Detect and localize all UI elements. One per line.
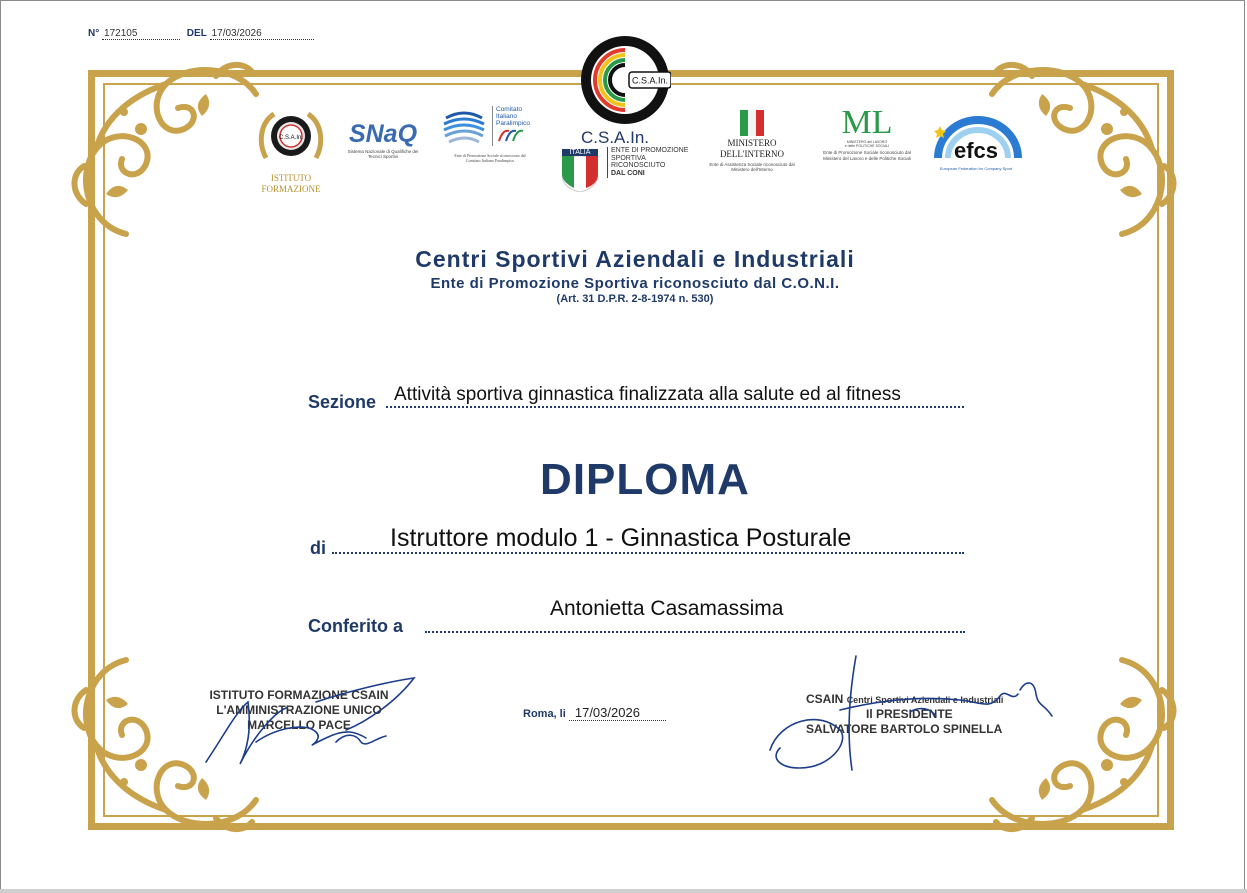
conferito-dotted-line — [425, 631, 965, 633]
diploma-title: DIPLOMA — [540, 455, 750, 504]
left-handwritten-signature — [196, 672, 426, 772]
diploma-date: 17/03/2026 — [210, 28, 314, 40]
page-shadow — [0, 889, 1247, 893]
sezione-dotted-line — [386, 406, 964, 408]
istituto-line2: FORMAZIONE — [261, 183, 321, 194]
istituto-line1: ISTITUTO — [270, 173, 312, 183]
csain-main-logo: C.S.A.In. C.S.A.In. ITALIA ENTE DI PROMOZIONE SPORTIVA RICONOSCIUTO DAL CONI — [562, 34, 692, 148]
sezione-value: Attività sportiva ginnastica finalizzata alla salute ed al fitness — [394, 384, 901, 405]
efcs-arc-icon — [928, 112, 1024, 162]
left-signature-line3: MARCELLO PACE — [247, 718, 351, 732]
left-signature-line1: ISTITUTO FORMAZIONE CSAIN — [209, 688, 389, 702]
org-law-reference: (Art. 31 D.P.R. 2-8-1974 n. 530) — [556, 293, 714, 305]
di-value: Istruttore modulo 1 - Ginnastica Posturale — [390, 524, 852, 552]
roma-label: Roma, li — [523, 708, 566, 720]
agitos-icon — [496, 127, 526, 143]
snaq-logo: SNaQ Sistema Nazionale di Qualifiche dei Tecnici Sportivi — [338, 120, 428, 160]
left-signature-line2: L'AMMINISTRAZIONE UNICO — [216, 703, 382, 717]
conferito-label: Conferito a — [308, 616, 404, 636]
ml-mark: ML — [841, 104, 893, 141]
recipient-name: Antonietta Casamassima — [550, 597, 784, 620]
italian-shield-icon — [562, 156, 598, 192]
cip-logo: Comitato Italiano Paralimpico Ente di Promozione Sociale riconosciuto dal Comitato Italiano Paralimpico — [440, 106, 540, 164]
org-title: Centri Sportivi Aziendali e Industriali — [415, 246, 855, 272]
right-signature-org-full: Centri Sportivi Aziendali e Industriali — [846, 695, 1004, 705]
right-signature-name: SALVATORE BARTOLO SPINELLA — [806, 722, 1003, 736]
istituto-formazione-logo — [256, 108, 326, 195]
right-signature-org: CSAIN — [806, 692, 844, 706]
sezione-label: Sezione — [308, 392, 377, 412]
italian-flag-icon — [738, 108, 766, 138]
ornament-top-left — [66, 54, 276, 254]
date-label: DEL — [186, 28, 207, 39]
csain-seal-icon — [579, 34, 671, 126]
ministero-interno-logo: MINISTERO DELL'INTERNO Ente di Assistenza Sociale riconosciuto dal Ministero dell'Interno — [700, 108, 804, 172]
di-label: di — [310, 538, 326, 558]
number-label: N° — [88, 28, 100, 39]
roma-date-row — [523, 705, 666, 721]
roma-date: 17/03/2026 — [569, 705, 666, 721]
right-signature-title: Il PRESIDENTE — [866, 707, 953, 721]
diploma-number: 172105 — [102, 28, 180, 40]
right-handwritten-signature — [760, 650, 1060, 775]
ministero-lavoro-logo: ML MINISTERO del LAVORO e delle POLITICHE SOCIALI Ente di Promozione Sociale riconosciuto dal Ministero del Lavoro e delle Politiche Sociali — [815, 106, 919, 161]
org-subtitle: Ente di Promozione Sportiva riconosciuto dal C.O.N.I. — [430, 275, 840, 292]
svg-text:C.S.A.In.: C.S.A.In. — [631, 75, 669, 86]
diploma-number-row — [88, 28, 314, 40]
svg-text:efcs: efcs — [953, 138, 999, 162]
italia-shield-label: ITALIA — [562, 149, 598, 156]
svg-text:C.S.A.In.: C.S.A.In. — [278, 135, 304, 141]
efcs-logo: efcs European Federation for Company Sport — [928, 112, 1024, 172]
csain-name: C.S.A.In. — [580, 128, 650, 147]
globe-icon — [440, 106, 492, 152]
laurel-seal-icon — [256, 108, 326, 168]
snaq-name: SNaQ — [348, 120, 418, 148]
